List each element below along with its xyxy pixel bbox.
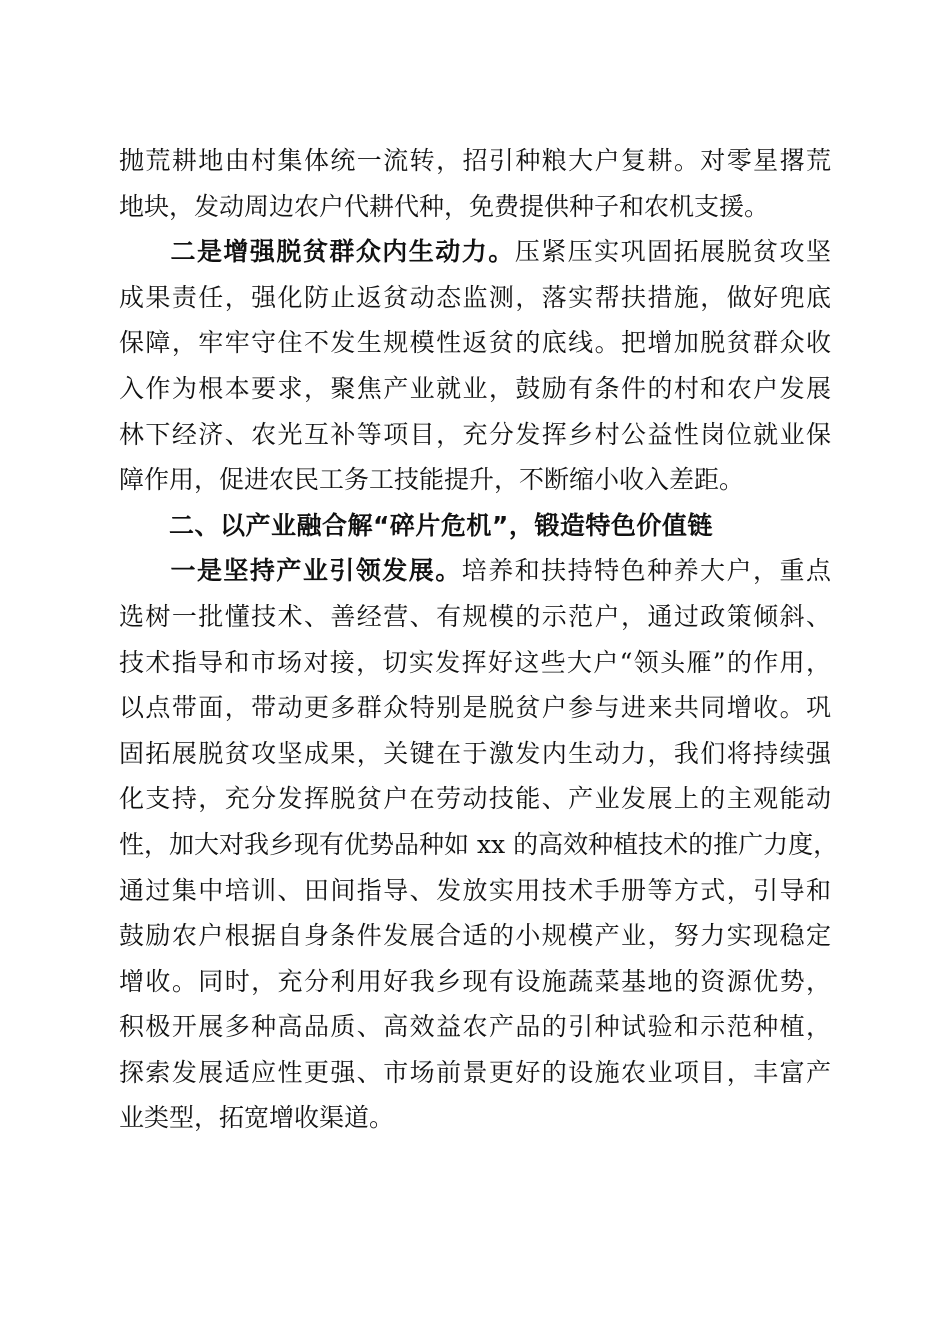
paragraph-2-line-1 bbox=[119, 229, 831, 275]
paragraph-3-line-5: 固拓展脱贫攻坚成果，关键在于激发内生动力，我们将持续强 bbox=[119, 738, 831, 768]
paragraph-3-line-13: 业类型，拓宽增收渠道。 bbox=[119, 1103, 395, 1133]
paragraph-2-line-3: 保障，牢牢守住不发生规模性返贫的底线。把增加脱贫群众收 bbox=[119, 328, 831, 358]
section-heading: 二、以产业融合解“碎片危机”，锻造特色价值链 bbox=[169, 510, 713, 540]
document-body bbox=[119, 138, 839, 1141]
paragraph-1-line-2: 地块，发动周边农户代耕代种，免费提供种子和农机支援。 bbox=[119, 191, 770, 221]
paragraph-3-line-1 bbox=[119, 548, 831, 594]
paragraph-2-lead: 二是增强脱贫群众内生动力。 bbox=[169, 237, 515, 267]
paragraph-2-line-2: 成果责任，强化防止返贫动态监测，落实帮扶措施，做好兜底 bbox=[119, 282, 831, 312]
paragraph-3-line-2: 选树一批懂技术、善经营、有规模的示范户，通过政策倾斜、 bbox=[119, 601, 831, 631]
paragraph-3-first-rest: 培养和扶持特色种养大户，重点 bbox=[461, 556, 831, 586]
paragraph-3-line-11: 积极开展多种高品质、高效益农产品的引种试验和示范种植， bbox=[119, 1012, 831, 1042]
paragraph-3-line-12: 探索发展适应性更强、市场前景更好的设施农业项目，丰富产 bbox=[119, 1057, 831, 1087]
paragraph-1-line-1: 抛荒耕地由村集体统一流转，招引种粮大户复耕。对零星撂荒 bbox=[119, 146, 831, 175]
paragraph-3-line-10: 增收。同时，充分利用好我乡现有设施蔬菜基地的资源优势， bbox=[119, 966, 831, 996]
paragraph-2-line-5: 林下经济、农光互补等项目，充分发挥乡村公益性岗位就业保 bbox=[119, 419, 831, 449]
paragraph-3-line-8: 通过集中培训、田间指导、发放实用技术手册等方式，引导和 bbox=[119, 875, 831, 905]
paragraph-3-line-9: 鼓励农户根据自身条件发展合适的小规模产业，努力实现稳定 bbox=[119, 921, 831, 951]
paragraph-3-line-7: 性，加大对我乡现有优势品种如 xx 的高效种植技术的推广力度， bbox=[119, 829, 839, 859]
paragraph-3-line-6: 化支持，充分发挥脱贫户在劳动技能、产业发展上的主观能动 bbox=[119, 784, 831, 814]
paragraph-3-line-4: 以点带面，带动更多群众特别是脱贫户参与进来共同增收。巩 bbox=[119, 693, 831, 723]
paragraph-3-lead: 一是坚持产业引领发展。 bbox=[169, 556, 462, 586]
paragraph-2-line-4: 入作为根本要求，聚焦产业就业，鼓励有条件的村和农户发展 bbox=[119, 373, 831, 403]
paragraph-3-line-3: 技术指导和市场对接，切实发挥好这些大户“领头雁”的作用， bbox=[119, 647, 831, 677]
paragraph-2-first-rest: 压紧压实巩固拓展脱贫攻坚 bbox=[514, 237, 831, 267]
paragraph-2-line-6: 障作用，促进农民工务工技能提升，不断缩小收入差距。 bbox=[119, 465, 745, 495]
